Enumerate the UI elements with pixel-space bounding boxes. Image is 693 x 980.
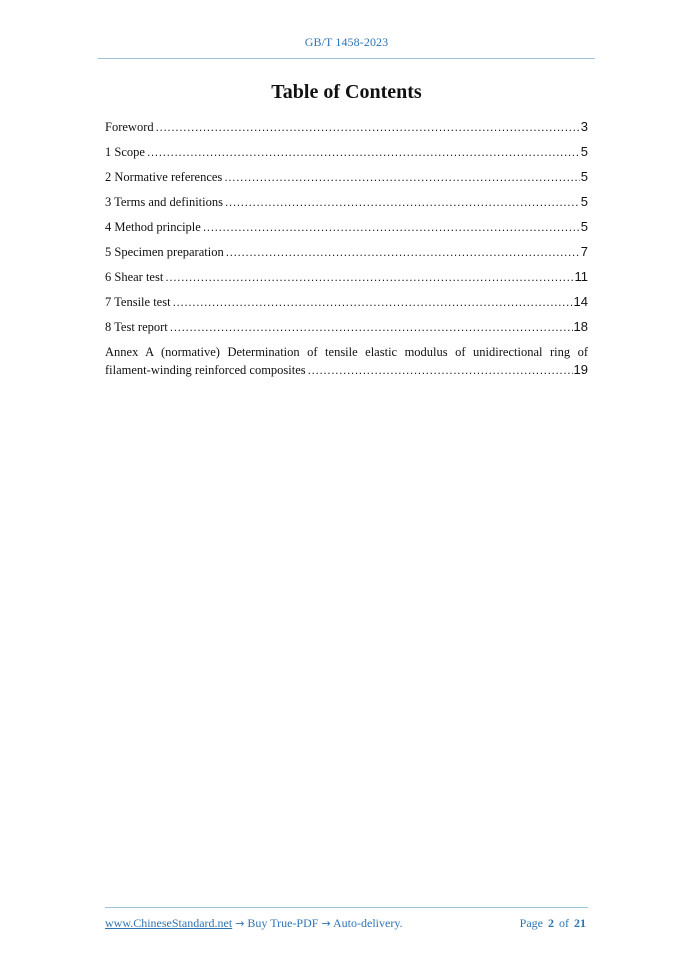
toc-entry-test-report[interactable] bbox=[105, 318, 588, 343]
toc-entry-label: 1 Scope bbox=[105, 145, 145, 159]
toc-leader-dots bbox=[173, 294, 573, 311]
chinese-standard-link[interactable]: www.ChineseStandard.net bbox=[105, 916, 233, 930]
auto-delivery-text: Auto-delivery. bbox=[333, 916, 403, 930]
toc-leader-dots bbox=[156, 119, 580, 136]
toc-entry-scope[interactable] bbox=[105, 143, 588, 168]
toc-entry-method-principle[interactable] bbox=[105, 218, 588, 243]
toc-entry-page: 19 bbox=[573, 362, 588, 377]
buy-true-pdf-text: Buy True-PDF bbox=[247, 916, 319, 930]
toc-entry-page: 3 bbox=[580, 119, 588, 134]
table-of-contents bbox=[105, 118, 588, 379]
arrow-right-icon: → bbox=[235, 917, 245, 930]
toc-entry-label: 3 Terms and definitions bbox=[105, 195, 223, 209]
toc-title: Table of Contents bbox=[271, 81, 422, 103]
toc-entry-normative-references[interactable] bbox=[105, 168, 588, 193]
toc-leader-dots bbox=[165, 269, 573, 286]
toc-entry-terms-and-definitions[interactable] bbox=[105, 193, 588, 218]
toc-entry-page: 5 bbox=[580, 219, 588, 234]
toc-annex-label-line2: filament-winding reinforced composites bbox=[105, 363, 306, 377]
toc-entry-page: 11 bbox=[574, 269, 588, 284]
toc-leader-dots bbox=[225, 194, 580, 211]
toc-entry-page: 18 bbox=[573, 319, 588, 334]
toc-leader-dots bbox=[308, 362, 573, 379]
page-label: Page bbox=[519, 916, 543, 930]
toc-entry-page: 14 bbox=[573, 294, 588, 309]
toc-entry-page: 5 bbox=[580, 144, 588, 159]
footer-divider bbox=[105, 907, 588, 908]
toc-entry-label: 4 Method principle bbox=[105, 220, 201, 234]
page-of-label: of bbox=[559, 916, 569, 930]
toc-entry-specimen-preparation[interactable] bbox=[105, 243, 588, 268]
toc-entry-tensile-test[interactable] bbox=[105, 293, 588, 318]
toc-annex-label-line1: Annex A (normative) Determination of tensile elastic modulus of unidirectional ring of bbox=[105, 345, 588, 359]
toc-leader-dots bbox=[147, 144, 580, 161]
toc-leader-dots bbox=[203, 219, 580, 236]
toc-entry-label: 6 Shear test bbox=[105, 270, 164, 284]
toc-entry-label: 2 Normative references bbox=[105, 170, 223, 184]
page-footer bbox=[105, 916, 588, 931]
toc-entry-annex-a[interactable] bbox=[105, 343, 588, 379]
toc-leader-dots bbox=[224, 169, 579, 186]
document-code-header: GB/T 1458-2023 bbox=[304, 35, 389, 49]
current-page-number: 2 bbox=[548, 916, 554, 930]
toc-entry-shear-test[interactable] bbox=[105, 268, 588, 293]
arrow-right-icon: → bbox=[321, 917, 331, 930]
toc-leader-dots bbox=[170, 319, 573, 336]
toc-entry-page: 5 bbox=[580, 169, 588, 184]
toc-entry-page: 7 bbox=[580, 244, 588, 259]
total-page-count: 21 bbox=[574, 916, 586, 930]
footer-promo bbox=[105, 916, 403, 931]
toc-entry-label: 8 Test report bbox=[105, 320, 168, 334]
toc-leader-dots bbox=[226, 244, 580, 261]
toc-entry-label: 5 Specimen preparation bbox=[105, 245, 224, 259]
header-divider bbox=[98, 58, 595, 59]
toc-entry-label: Foreword bbox=[105, 120, 154, 134]
toc-entry-label: 7 Tensile test bbox=[105, 295, 171, 309]
page-indicator bbox=[520, 916, 588, 931]
toc-entry-foreword[interactable] bbox=[105, 118, 588, 143]
toc-entry-page: 5 bbox=[580, 194, 588, 209]
